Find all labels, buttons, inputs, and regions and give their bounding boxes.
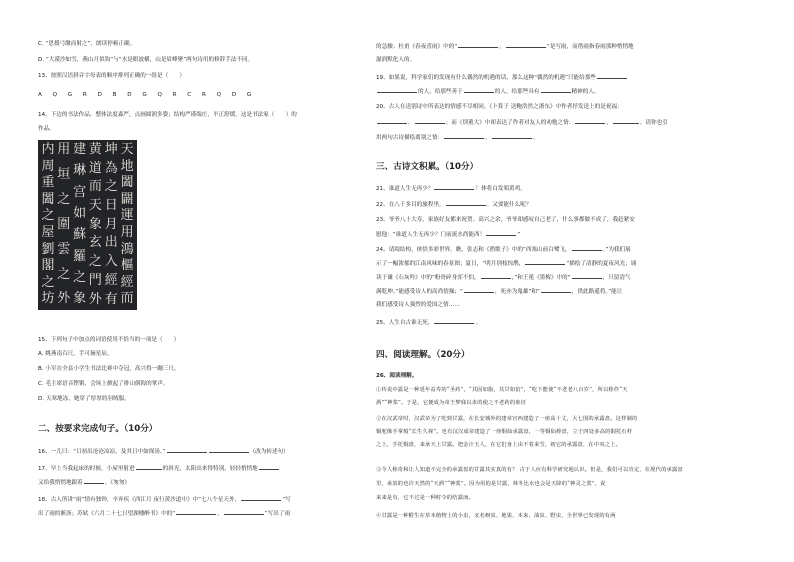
q16-line <box>38 447 289 456</box>
calligraphy-char: 黄 <box>88 142 102 157</box>
q17-line <box>38 464 280 473</box>
q16-blank[interactable] <box>167 447 207 453</box>
calligraphy-char: 闔 <box>41 191 55 207</box>
calligraphy-char: 琳 <box>73 163 87 179</box>
q26-title: 26、阅读理解。 <box>376 373 418 379</box>
calligraphy-char: 之 <box>57 266 71 282</box>
q15-option-d: D. 天寒地冻，她穿了厚厚的羽绒服。 <box>38 396 130 402</box>
calligraphy-char: 之 <box>104 179 118 195</box>
reading-para-2c: 之上，手托铜盘，来承天上甘露。把金汁玉人，在它们身上由不着来雪，初它的承露盘，在中央之上。 <box>376 442 622 448</box>
calligraphy-char: 外 <box>88 291 102 307</box>
q19-line-2 <box>376 87 600 96</box>
q18-text-e: ”写出了雨 <box>264 511 291 517</box>
calligraphy-char: 蘇 <box>73 227 87 243</box>
reading-para-2b: 铜驼像手掌般“长生久视”。也有汉汉成帝建造了一座铜仙承露盘，一等铜仙捧盘，立于四处多高的铜托石杆 <box>376 429 633 435</box>
q15-option-a: A. 姚燕南百尺，手可摘星辰。 <box>38 351 113 357</box>
calligraphy-column <box>119 142 135 308</box>
calligraphy-char: 如 <box>73 206 87 222</box>
section4-title: 四、阅读理解。（20分） <box>376 350 470 360</box>
q21-line <box>376 184 526 193</box>
q25-line: 25、人生自古谁无死， 。 <box>376 320 482 326</box>
calligraphy-column <box>40 142 56 308</box>
q24-text-i: ，死亦为鬼雄”和“ <box>494 289 540 295</box>
q18-line <box>38 495 291 504</box>
q20-blank-5[interactable] <box>444 133 484 139</box>
calligraphy-char: 劉 <box>41 241 55 257</box>
reading-para-3a: ③令人称奇和让人知道不完全的承露盘的甘露其实真的有？ 古于人应有科学研究地认识。但是，我们可以肯定，在现代的承露盘 <box>376 467 683 473</box>
q24-blank-2[interactable] <box>525 259 565 265</box>
q20-text-e: 。 <box>532 135 539 141</box>
calligraphy-char: 内 <box>41 142 55 157</box>
calligraphy-char: 之 <box>41 208 55 224</box>
calligraphy-char: 屋 <box>41 225 55 241</box>
q22-text-b: 。又要能什么呢？ <box>486 202 532 208</box>
q24-line-4 <box>376 287 622 296</box>
q24-line <box>376 245 631 254</box>
q15-option-c: C. 毛主席语音铿锵，会场上掀起了排山倒海的掌声。 <box>38 381 169 387</box>
q18-continued-2: 滋润默化人的。 <box>376 57 416 63</box>
q16-text: 16、一儿曰：“日初出沧沧凉凉，及其日中如探汤。” <box>38 449 166 455</box>
q12-option-d: D. “大漠沙如雪，燕山月似钩”与“水是眼波横，山是眉峰聚”两句诗用的修辞手法不同。 <box>38 57 254 63</box>
calligraphy-char: 而 <box>88 179 102 195</box>
calligraphy-char: 經 <box>104 272 118 288</box>
calligraphy-char: 之 <box>88 254 102 270</box>
q24-blank-1[interactable] <box>572 245 602 251</box>
q16-note: （改为转述句） <box>249 449 289 455</box>
q25-blank[interactable] <box>434 318 474 324</box>
q24-blank-4[interactable] <box>572 273 602 279</box>
calligraphy-char: 坤 <box>104 142 118 157</box>
calligraphy-char: 之 <box>73 270 87 286</box>
calligraphy-char: 用 <box>57 142 71 157</box>
q13-stem: 13、按照汉语拼音字母表的顺序排列正确的一组是（ ） <box>38 73 185 79</box>
q20-line-2: ， ；而《別董大》中却表达了作者对友人的劝勉之情： ， 。请你也引 <box>376 118 668 127</box>
q24-blank-5[interactable] <box>464 287 494 293</box>
q18-cont-a: 的急骤；杜甫《春夜喜雨》中的“ <box>376 44 458 50</box>
calligraphy-column <box>72 142 88 308</box>
calligraphy-char: 樞 <box>120 258 134 274</box>
reading-para-4a: ④甘露是一种附生在草本植物上的小虫，叉名蚜虫、地果、本来、油虫、野虫，全世界已发现的有两 <box>376 513 616 519</box>
calligraphy-char: 玄 <box>88 235 102 251</box>
q17-blank-1[interactable] <box>136 464 162 470</box>
q18-text-b: ”写 <box>282 497 291 503</box>
q24-blank-6[interactable] <box>541 287 571 293</box>
q20-text-d: 用两句古诗描绘离别之情： <box>376 135 444 141</box>
calligraphy-char: 之 <box>57 191 71 207</box>
q17-line-2 <box>38 478 130 487</box>
calligraphy-char: 入 <box>104 254 118 270</box>
calligraphy-char: 周 <box>41 158 55 174</box>
q20-blank-2[interactable] <box>415 118 445 124</box>
q23-text-c: ” <box>517 232 521 238</box>
q18-line-2: 出了雨的淅沥；苏轼《六月二十七日望湖楼醉书》中的“ ， ”写出了雨 <box>38 511 291 517</box>
reading-para-1b: 酒”“神浆”。于是，它便成为帝王梦寐以求的使之不老药的象征 <box>376 400 527 406</box>
q19-line <box>376 73 628 82</box>
q24-line-3 <box>376 273 631 282</box>
calligraphy-char: 月 <box>104 216 118 232</box>
q21-blank[interactable] <box>434 184 474 190</box>
calligraphy-char: 運 <box>120 208 134 224</box>
calligraphy-column <box>88 142 104 308</box>
q19-blank-3[interactable] <box>464 87 494 93</box>
calligraphy-char: 之 <box>41 274 55 290</box>
q24-line-5: 我们感受诗人强烈的爱国之情…… <box>376 302 460 308</box>
section3-title: 三、古诗文积累。（10分） <box>376 162 479 172</box>
calligraphy-char: 天 <box>88 198 102 214</box>
calligraphy-char: 鴻 <box>120 241 134 257</box>
reading-para-3b: 里，承放的也许天然的“天酒”“神浆”。因为用的是甘露，林冬比水也会是天降的“神灵之浆”，说 <box>376 481 606 487</box>
q18-blank-1[interactable] <box>241 495 281 501</box>
q25-text: 25、人生自古谁无死， <box>376 320 434 326</box>
q15-stem: 15、下列句子中加点的词语使用不恰当的一项是（ ） <box>38 337 180 343</box>
q24-text-a: 24、请阅结构，体悟多彩世界。瞧，张志和《渔歌子》中的“西塞山前白鹭飞， <box>376 247 571 253</box>
q24-text-j: ，供此路遥将。”能让 <box>571 289 623 295</box>
calligraphy-char: 日 <box>104 198 118 214</box>
q23-blank[interactable] <box>486 230 516 236</box>
q23-line-2 <box>376 230 520 239</box>
calligraphy-column <box>103 142 119 308</box>
q22-line <box>376 200 531 209</box>
q20-text-c: 。请你也引 <box>639 120 668 126</box>
calligraphy-char: 為 <box>104 160 118 176</box>
calligraphy-char: 闔 <box>120 175 134 191</box>
calligraphy-char: 重 <box>41 175 55 191</box>
q19-text-a: 19、如果说，科学家们的发现有什么偶然的机遇的话，那么这种“偶然的机遇”只能给那些 <box>376 75 596 81</box>
calligraphy-char: 用 <box>120 225 134 241</box>
q12-option-c: C. “思援弓缴而射之”，朗读停顿正确。 <box>38 41 136 47</box>
q20-blank-6[interactable] <box>492 133 532 139</box>
q17-blank-3[interactable] <box>84 478 104 484</box>
calligraphy-char: 宫 <box>73 184 87 200</box>
q20-text-b: ；而《別董大》中却表达了作者对友人的劝勉之情： <box>445 120 575 126</box>
reading-para-2a: ②在汉武帝时，汉武帝为了吃到甘露，在长安城外的建章宫西建造了一座高十丈，大七围的承露盘。这样制的 <box>376 416 638 422</box>
q18-text-c: 出了雨的淅沥；苏轼《六月二十七日望湖楼醉书》中的“ <box>38 511 176 517</box>
calligraphy-char: 象 <box>88 216 102 232</box>
q17-text-c: 又给我悄悄地跟着 <box>38 480 83 486</box>
q13-options: A Q G R D B D G Q R C R Q D G <box>38 92 253 98</box>
q20-blank-3[interactable] <box>575 118 605 124</box>
q17-text-d: 。《匆匆》 <box>104 480 130 486</box>
calligraphy-char: 坊 <box>41 291 55 307</box>
q21-text: 21、谁道人生无再少？ <box>376 186 434 192</box>
q24-text-b: 。”为我们展 <box>602 247 631 253</box>
calligraphy-char: 門 <box>88 272 102 288</box>
calligraphy-char: 象 <box>73 291 87 307</box>
q19-blank-4[interactable] <box>541 87 571 93</box>
q21-text-b: ！休将白发唱黄鸡。 <box>475 186 526 192</box>
calligraphy-char: 圍 <box>57 216 71 232</box>
q24-text-c: 示了一幅浓郁的江南风味的春景图；夏日，“明月别枝惊鹊， <box>376 261 525 267</box>
calligraphy-char: 有 <box>104 291 118 307</box>
q14-stem-end: 作品。 <box>38 126 55 132</box>
q19-text-c: 的人，给那些具有 <box>494 89 540 95</box>
q16-blank-2[interactable] <box>209 447 249 453</box>
reading-para-3c: 来来是有，它不过是一种时令的结露而。 <box>376 495 475 501</box>
q18-blank-5[interactable] <box>506 42 546 48</box>
calligraphy-char: 出 <box>104 235 118 251</box>
calligraphy-char: 道 <box>88 160 102 176</box>
q18-text-a: 18、古人所讲“雨”情有独钟，辛弃疾《西江月 夜行黄沙道中》中“七八个星天外， <box>38 497 241 503</box>
q20-line-3: 用两句古诗描绘离别之情： ， 。 <box>376 135 539 141</box>
calligraphy-char: 闢 <box>120 191 134 207</box>
calligraphy-char: 垣 <box>57 166 71 182</box>
calligraphy-char: 雲 <box>57 241 71 257</box>
q14-stem: 14、下边的书法作品，整体法度森严，点画圆润多姿；结构严谨端庄，平正舒缓。这是书法家（ ）的 <box>38 112 297 118</box>
q24-text-g: ，只留清气 <box>602 275 631 281</box>
calligraphy-char: 羅 <box>73 248 87 264</box>
q19-blank-1[interactable] <box>597 73 627 79</box>
q15-option-b: B. 小军在全县小学生书法比赛中夺冠，高兴得一蹦三尺。 <box>38 366 180 372</box>
q24-text-d: ”描绘了清静的夏夜风光；诵 <box>566 261 637 267</box>
q20-line: 20、古人在送别诗中所表达的情感不尽相同。《卜算子 送鲍浩然之浙东》中作者抒发送上的是祝福： <box>376 104 623 110</box>
q24-text-f: ，”和王冕《墨梅》中的“ <box>511 275 571 281</box>
q20-blank-4[interactable] <box>613 118 639 124</box>
section2-title: 二、按要求完成句子。（10分） <box>38 424 158 434</box>
calligraphy-image <box>38 140 137 310</box>
calligraphy-char: 外 <box>57 291 71 307</box>
q19-blank-2[interactable] <box>377 87 417 93</box>
q19-text-d: 精神的人。 <box>571 89 600 95</box>
calligraphy-char: 建 <box>73 142 87 157</box>
calligraphy-char: 閣 <box>41 258 55 274</box>
q23-text-b: 慰他：“谁道人生无再少？门前流水尚能西！ <box>376 232 486 238</box>
q24-text-e: 读于谦《石灰吟》中的“粉骨碎身浑不怕， <box>376 275 480 281</box>
calligraphy-char: 地 <box>120 158 134 174</box>
q24-line-2 <box>376 259 636 268</box>
calligraphy-char: 天 <box>120 142 134 157</box>
q18-blank-2[interactable] <box>176 509 216 515</box>
q22-blank[interactable] <box>446 200 486 206</box>
q17-text-b: 的斜光，太阳出来得特别，轻轻悄悄地 <box>162 466 258 472</box>
q18-blank-4[interactable] <box>458 42 498 48</box>
calligraphy-char: 而 <box>120 291 134 307</box>
reading-para-1a: ①传说中露是一种延年益寿的“圣药”，“其固如脂，其甘如饴”，“吃下能使“不老老八百岁”，所以称作“天 <box>376 387 628 393</box>
q22-text: 22、在八千多目的旅程里， <box>376 202 445 208</box>
q20-blank-1[interactable] <box>377 118 407 124</box>
calligraphy-column <box>56 142 72 308</box>
q18-cont-b: ”是写雨，而借雨指春雨那种悄悄地 <box>546 44 634 50</box>
q18-continued: 的急骤；杜甫《春夜喜雨》中的“ ， ”是写雨，而借雨指春雨那种悄悄地 <box>376 44 634 50</box>
q19-text-b: 的人，给那些善于 <box>418 89 463 95</box>
q18-blank-3[interactable] <box>224 509 264 515</box>
q17-text-a: 17、早上当我起床的时候，小屋里射进 <box>38 466 135 472</box>
calligraphy-char: 經 <box>120 274 134 290</box>
q24-text-h: 满乾坤。”能感受诗人的高尚情操；“ <box>376 289 463 295</box>
q17-blank-2[interactable] <box>259 464 279 470</box>
q23-line: 23、爷爷八十大寿，家族好友都来祝贺。高兴之余，爷爷却感叹自己老了，什么事都做不成了，我赶紧安 <box>376 217 635 223</box>
q24-blank-3[interactable] <box>481 273 511 279</box>
